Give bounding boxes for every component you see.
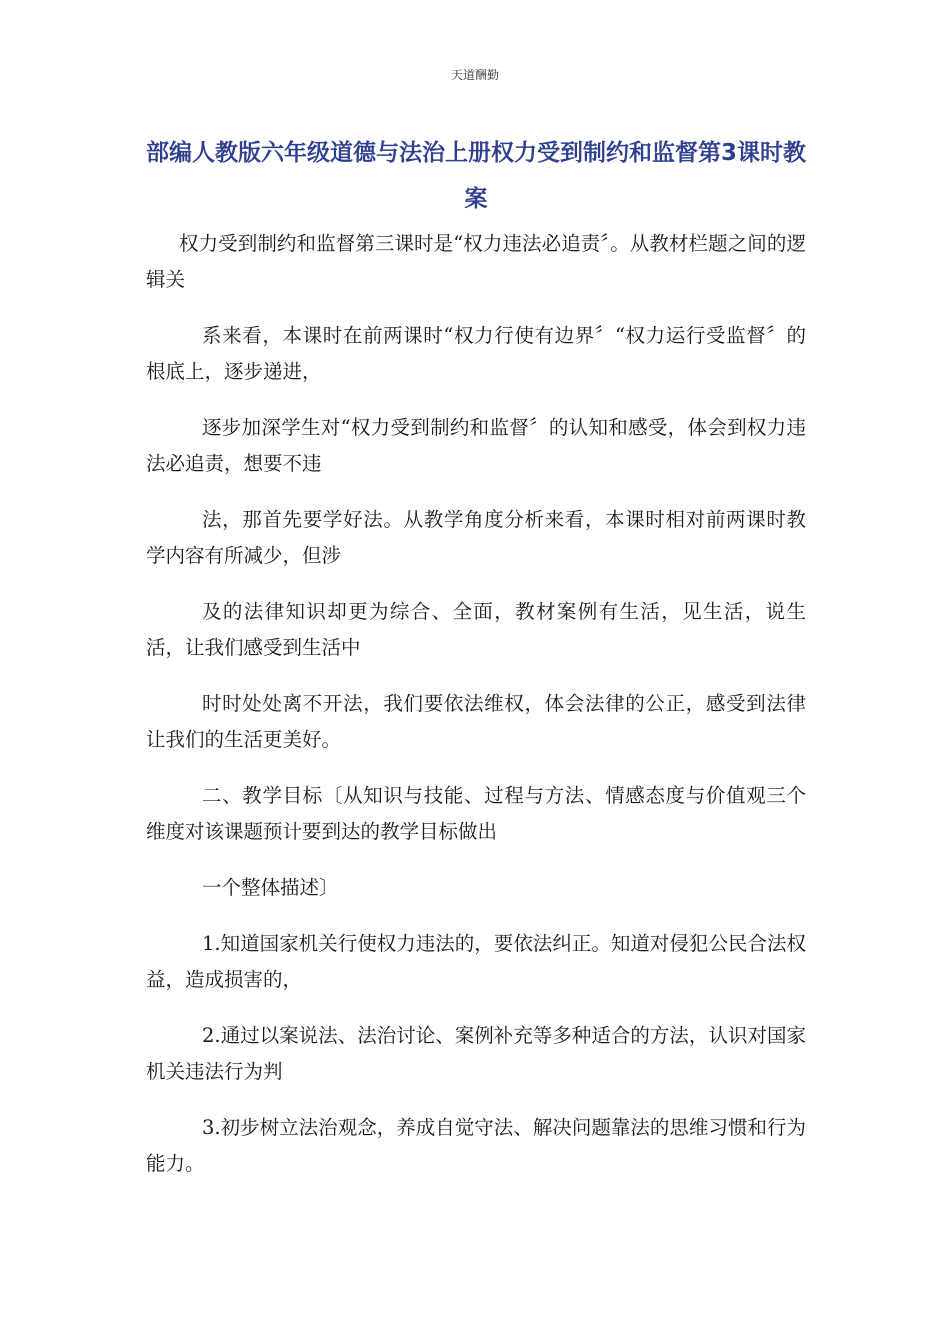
document-body — [146, 226, 806, 1202]
paragraph: 3.初步树立法治观念，养成自觉守法、解决问题靠法的思维习惯和行为能力。 — [146, 1116, 806, 1175]
paragraph: 二、教学目标〔从知识与技能、过程与方法、情感态度与价值观三个维度对该课题预计要到达的教学目标做出 — [146, 784, 806, 843]
paragraph: 权力受到制约和监督第三课时是“权力违法必追责〞。从教材栏题之间的逻辑关 — [146, 232, 806, 291]
paragraph: 2.通过以案说法、法治讨论、案例补充等多种适合的方法，认识对国家机关违法行为判 — [146, 1024, 806, 1083]
paragraph: 法，那首先要学好法。从教学角度分析来看，本课时相对前两课时教学内容有所减少，但涉 — [146, 508, 806, 567]
paragraph: 时时处处离不开法，我们要依法维权，体会法律的公正，感受到法律让我们的生活更美好。 — [146, 692, 806, 751]
document-title: 部编人教版六年级道德与法治上册权力受到制约和监督第3课时教案 — [146, 140, 807, 212]
page-header: 天道酬勤 — [450, 68, 499, 82]
paragraph: 系来看，本课时在前两课时“权力行使有边界〞“权力运行受监督〞的根底上，逐步递进， — [146, 324, 806, 383]
paragraph: 一个整体描述〕 — [202, 876, 339, 899]
paragraph: 及的法律知识却更为综合、全面，教材案例有生活，见生活，说生活，让我们感受到生活中 — [146, 600, 806, 659]
paragraph: 1.知道国家机关行使权力违法的，要依法纠正。知道对侵犯公民合法权益，造成损害的， — [146, 932, 806, 991]
paragraph: 逐步加深学生对“权力受到制约和监督〞的认知和感受，体会到权力违法必追责，想要不违 — [146, 416, 806, 475]
